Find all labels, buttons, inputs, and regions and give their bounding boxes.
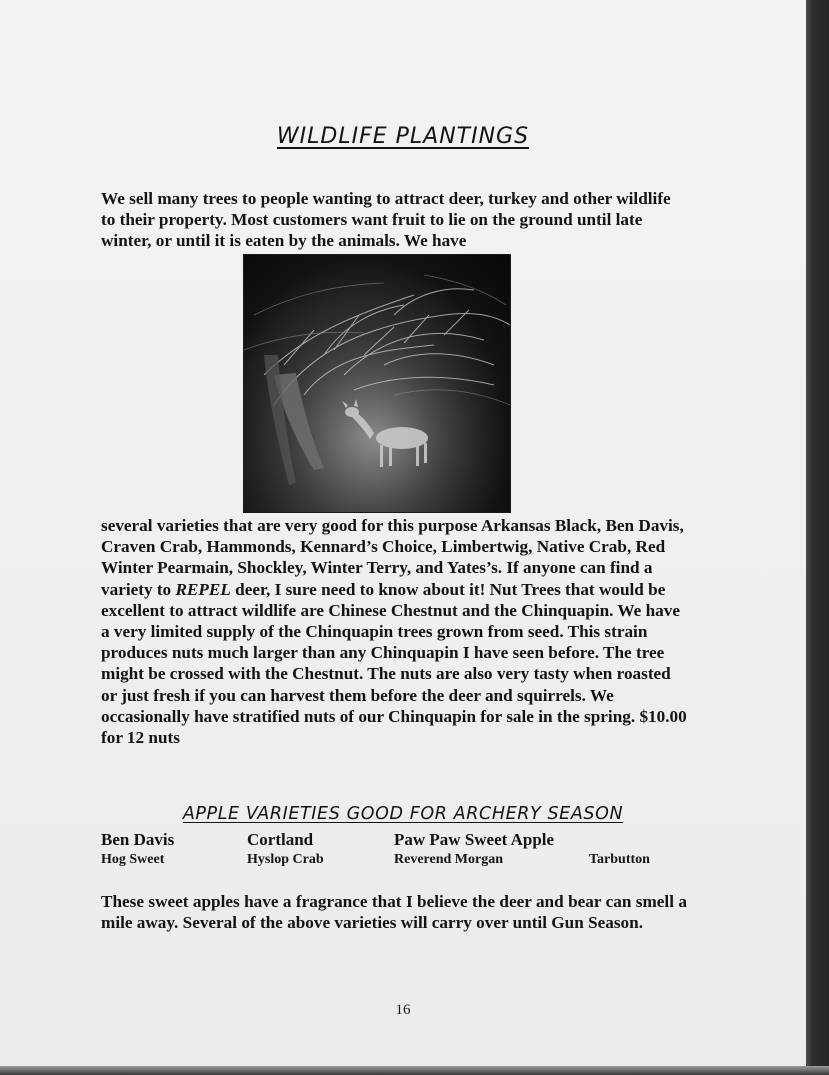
- variety-reverend-morgan: Reverend Morgan: [394, 852, 503, 867]
- closing-paragraph: These sweet apples have a fragrance that I believe the deer and bear can smell a mile away. Several of the above varieties will carry over until Gun Season.: [101, 892, 687, 933]
- deer-night-photo: [243, 254, 511, 513]
- variety-paw-paw-sweet-apple: Paw Paw Sweet Apple: [394, 830, 555, 849]
- varieties-paragraph-text-2: deer, I sure need to know about it! Nut Trees that would be excellent to attract wildlife are Chinese Chestnut and the Chinquapin. We have a very limited supply of the Chinquapin trees grown from seed. This strain produces nuts much larger than any Chinquapin I have seen before. The tree might be crossed with the Chestnut. The nuts are also very tasty when roasted or just fresh if you can harvest them before the deer and squirrels. We occasionally have stratified nuts of our Chinquapin for sale in the spring. $10.00 for 12 nuts: [101, 579, 687, 748]
- intro-paragraph: We sell many trees to people wanting to attract deer, turkey and other wildlife to their property. Most customers want fruit to lie on the ground until late winter, or until it is eaten by the animals. We have: [101, 189, 671, 251]
- variety-tarbutton: Tarbutton: [589, 852, 650, 867]
- page-number: 16: [395, 1002, 411, 1018]
- varieties-paragraph-text: several varieties that are very good for this purpose Arkansas Black, Ben Davis, Craven Crab, Hammonds, Kennard’s Choice, Limbertwig, Native Crab, Red Winter Pearmain, Shockley, Winter Terry, and Yates’s. If anyone can find a variety to: [101, 516, 684, 599]
- section-subtitle: APPLE VARIETIES GOOD FOR ARCHERY SEASON: [182, 804, 624, 824]
- scan-edge-bottom: [0, 1066, 829, 1075]
- scan-edge-right: [806, 0, 829, 1075]
- repel-emphasis: REPEL: [175, 579, 231, 599]
- variety-hog-sweet: Hog Sweet: [101, 852, 165, 867]
- varieties-paragraph: [101, 515, 687, 748]
- variety-cortland: Cortland: [247, 830, 314, 849]
- variety-hyslop-crab: Hyslop Crab: [247, 852, 324, 867]
- page-title: WILDLIFE PLANTINGS: [276, 124, 530, 149]
- variety-ben-davis: Ben Davis: [101, 830, 175, 849]
